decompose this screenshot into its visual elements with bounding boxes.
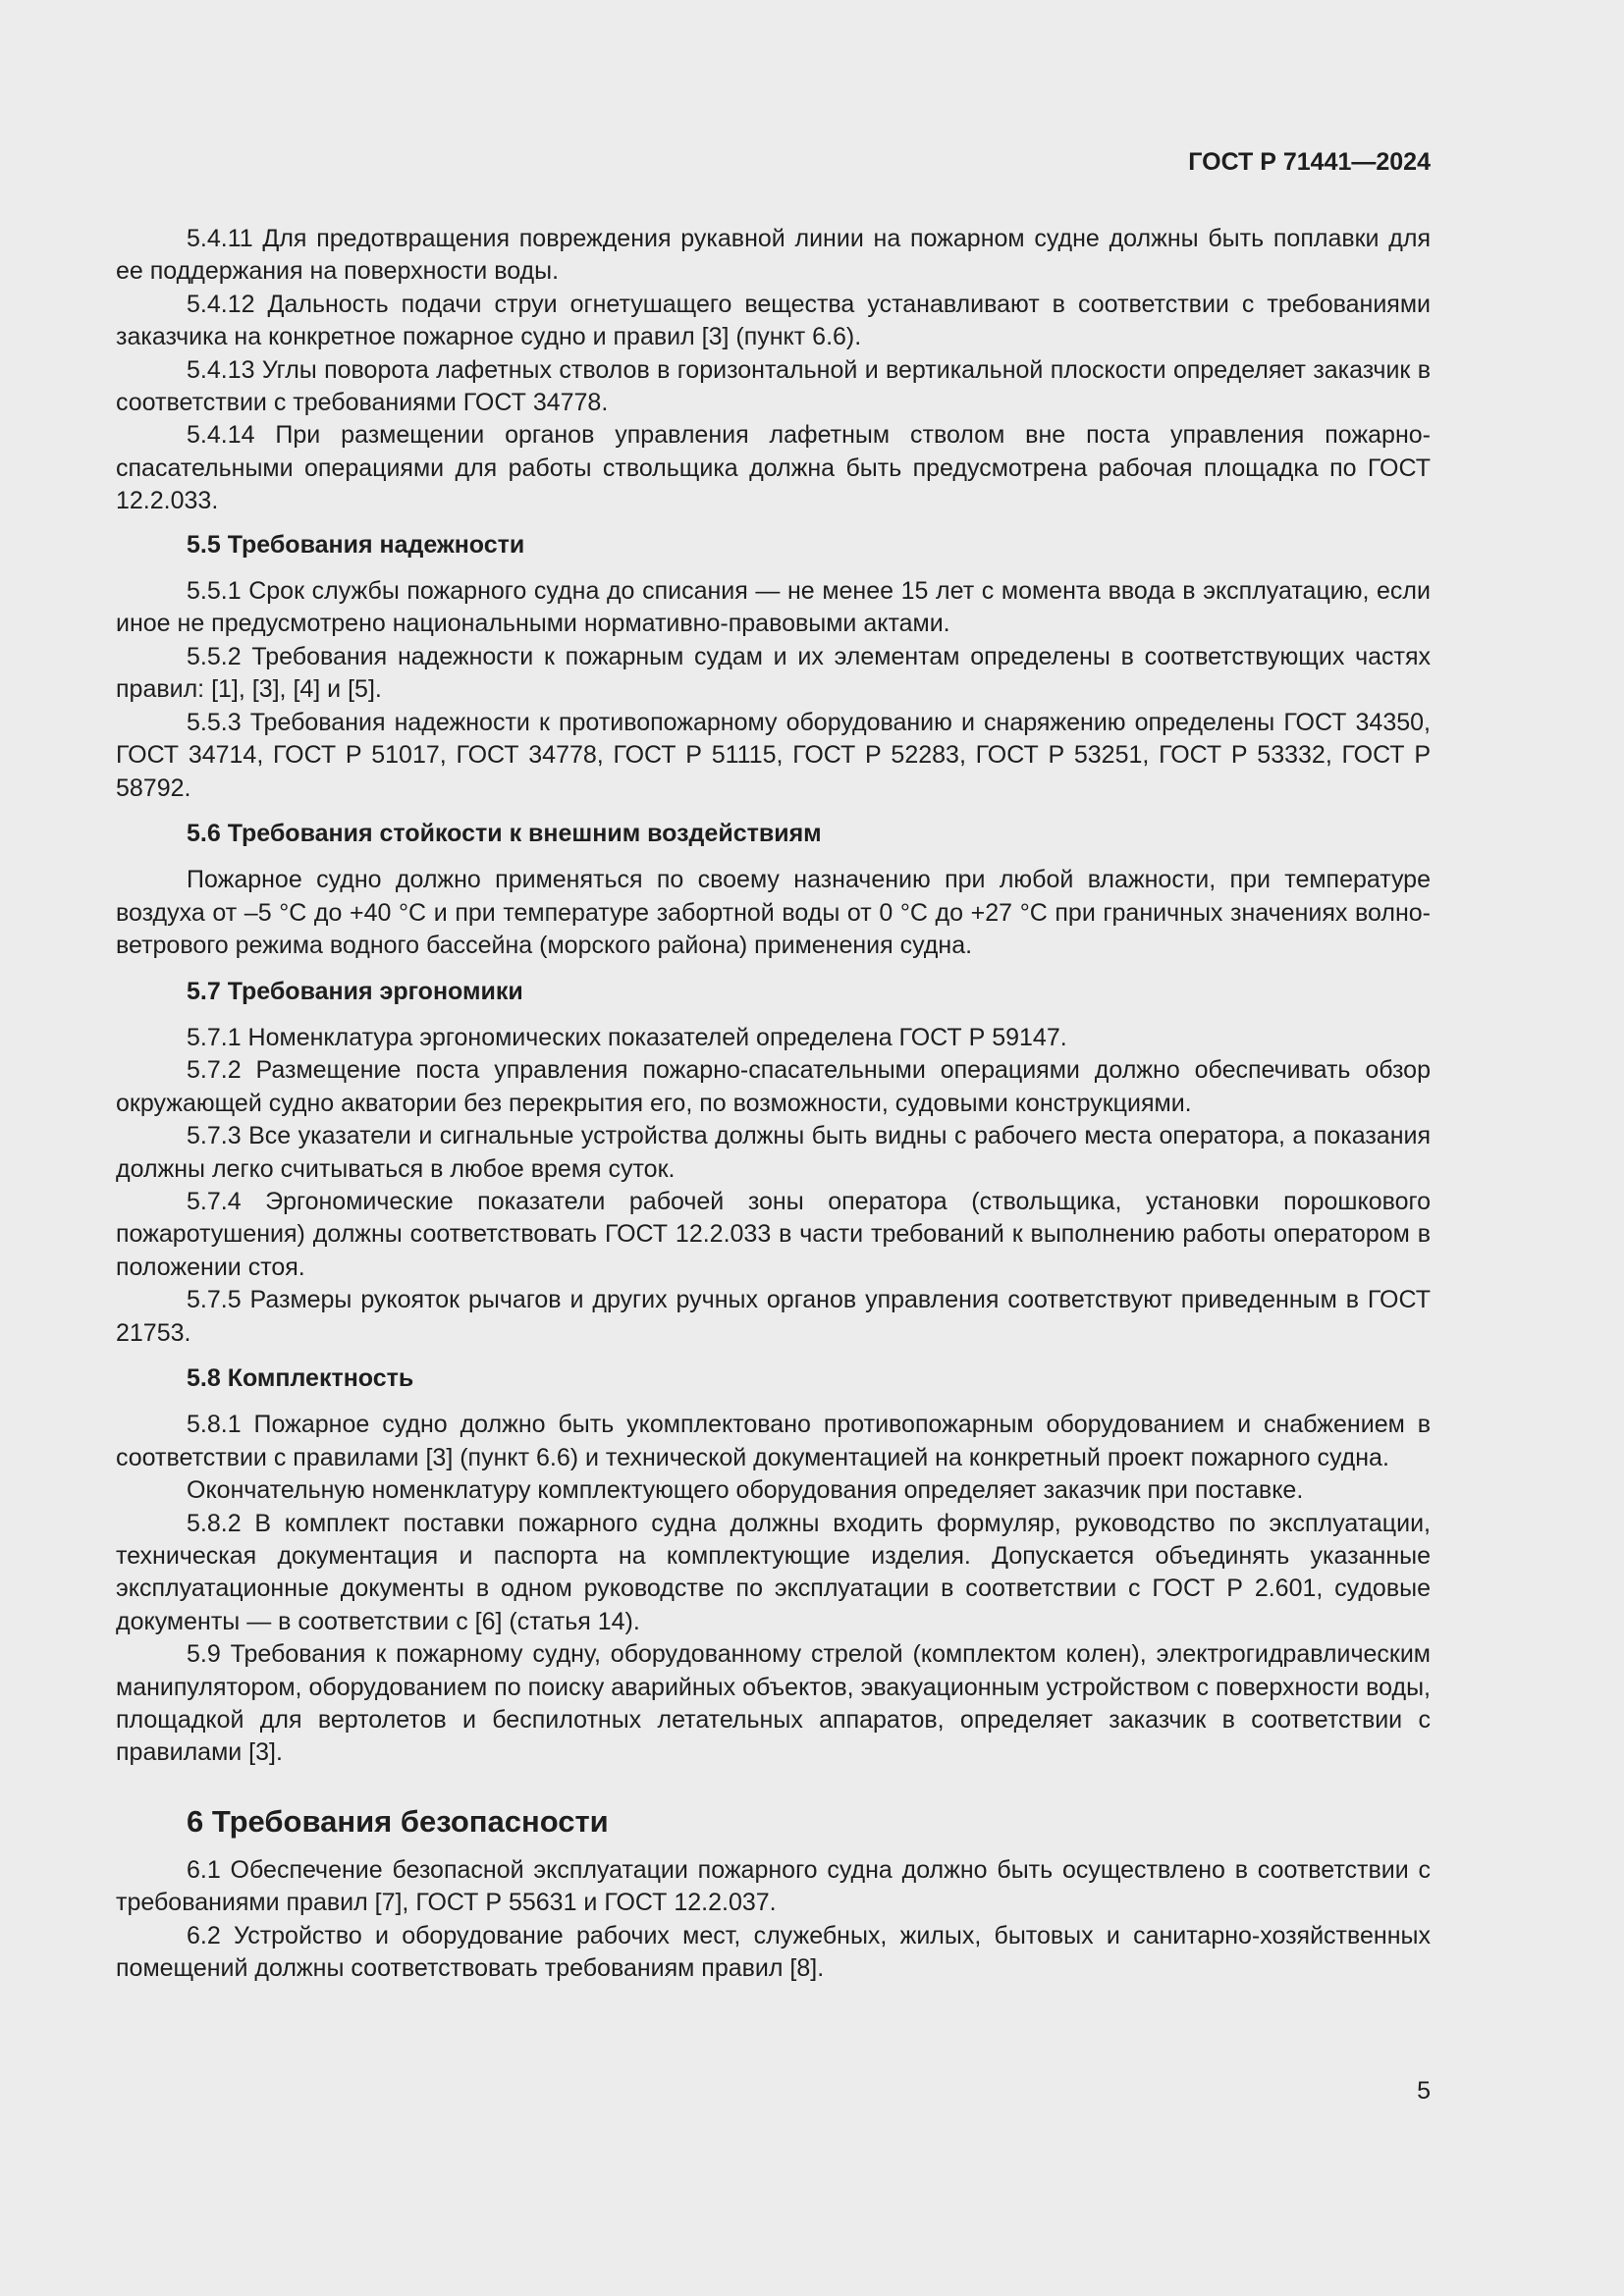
paragraph-5-4-14: 5.4.14 При размещении органов управления лафетным стволом вне поста управления пожарно-спасательными операциями для работы ствольщика должна быть предусмотрена рабочая площадка по ГОСТ 12.2.033. (116, 421, 1431, 515)
paragraph-6-2: 6.2 Устройство и оборудование рабочих мест, служебных, жилых, бытовых и санитарно-хозяйственных помещений должны соответствовать требованиям правил [8]. (116, 1921, 1431, 1983)
paragraph-5-4-12: 5.4.12 Дальность подачи струи огнетушащего вещества устанавливают в соответствии с требованиями заказчика на конкретное пожарное судно и правил [3] (пункт 6.6). (116, 290, 1431, 351)
paragraph-5-8-1-final: Окончательную номенклатуру комплектующего оборудования определяет заказчик при поставке. (187, 1476, 1304, 1505)
section-heading-5-6: 5.6 Требования стойкости к внешним воздействиям (187, 819, 822, 847)
section-heading-5-7: 5.7 Требования эргономики (187, 977, 523, 1005)
document-body (116, 223, 1431, 1986)
paragraph-5-4-11: 5.4.11 Для предотвращения повреждения рукавной линии на пожарном судне должны быть поплавки для ее поддержания на поверхности воды. (116, 225, 1431, 286)
paragraph-5-7-3: 5.7.3 Все указатели и сигнальные устройства должны быть видны с рабочего места оператора, а показания должны легко считываться в любое время суток. (116, 1122, 1431, 1183)
section-heading-5-8: 5.8 Комплектность (187, 1364, 414, 1392)
document-page (116, 0, 1431, 2296)
paragraph-5-7-5: 5.7.5 Размеры рукояток рычагов и других ручных органов управления соответствуют приведенным в ГОСТ 21753. (116, 1286, 1431, 1347)
paragraph-5-5-3: 5.5.3 Требования надежности к противопожарному оборудованию и снаряжению определены ГОСТ 34350, ГОСТ 34714, ГОСТ Р 51017, ГОСТ 34778, ГОСТ Р 51115, ГОСТ Р 52283, ГОСТ Р 53251, ГОСТ Р 53332, ГОСТ Р 58792. (116, 708, 1431, 802)
paragraph-5-9: 5.9 Требования к пожарному судну, оборудованному стрелой (комплектом колен), электрогидравлическим манипулятором, оборудованием по поиску аварийных объектов, эвакуационным устройством с поверхности воды, площадкой для вертолетов и беспилотных летательных аппаратов, определяет заказчик в соответствии с правилами [3]. (116, 1640, 1431, 1767)
section-heading-5-5: 5.5 Требования надежности (187, 530, 525, 559)
paragraph-5-8-2: 5.8.2 В комплект поставки пожарного судна должны входить формуляр, руководство по эксплуатации, техническая документация и паспорта на комплектующие изделия. Допускается объединять указанные эксплуатационные документы в одном руководстве по эксплуатации в соответствии с ГОСТ Р 2.601, судовые документы — в соответствии с [6] (статья 14). (116, 1509, 1431, 1635)
paragraph-5-6: Пожарное судно должно применяться по своему назначению при любой влажности, при температуре воздуха от –5 °С до +40 °С и при температуре забортной воды от 0 °С до +27 °С при граничных значениях волно-ветрового режима водного бассейна (морского района) применения судна. (116, 866, 1431, 960)
section-heading-6: 6 Требования безопасности (187, 1803, 609, 1839)
paragraph-5-4-13: 5.4.13 Углы поворота лафетных стволов в горизонтальной и вертикальной плоскости определяет заказчик в соответствии с требованиями ГОСТ 34778. (116, 355, 1431, 417)
document-code: ГОСТ Р 71441—2024 (1188, 148, 1431, 176)
paragraph-5-5-2: 5.5.2 Требования надежности к пожарным судам и их элементам определены в соответствующих частях правил: [1], [3], [4] и [5]. (116, 642, 1431, 704)
page-number: 5 (1417, 2077, 1431, 2105)
paragraph-5-8-1: 5.8.1 Пожарное судно должно быть укомплектовано противопожарным оборудованием и снабжением в соответствии с правилами [3] (пункт 6.6) и технической документацией на конкретный проект пожарного судна. (116, 1411, 1431, 1471)
paragraph-5-7-4: 5.7.4 Эргономические показатели рабочей зоны оператора (ствольщика, установки порошкового пожаротушения) должны соответствовать ГОСТ 12.2.033 в части требований к выполнению работы оператором в положении стоя. (116, 1187, 1431, 1281)
paragraph-5-5-1: 5.5.1 Срок службы пожарного судна до списания — не менее 15 лет с момента ввода в эксплуатацию, если иное не предусмотрено национальными нормативно-правовыми актами. (116, 577, 1431, 638)
paragraph-5-7-1: 5.7.1 Номенклатура эргономических показателей определена ГОСТ Р 59147. (187, 1023, 1067, 1051)
paragraph-5-7-2: 5.7.2 Размещение поста управления пожарно-спасательными операциями должно обеспечивать обзор окружающей судно акватории без перекрытия его, по возможности, судовыми конструкциями. (116, 1056, 1431, 1117)
paragraph-6-1: 6.1 Обеспечение безопасной эксплуатации пожарного судна должно быть осуществлено в соответствии с требованиями правил [7], ГОСТ Р 55631 и ГОСТ 12.2.037. (116, 1855, 1431, 1917)
